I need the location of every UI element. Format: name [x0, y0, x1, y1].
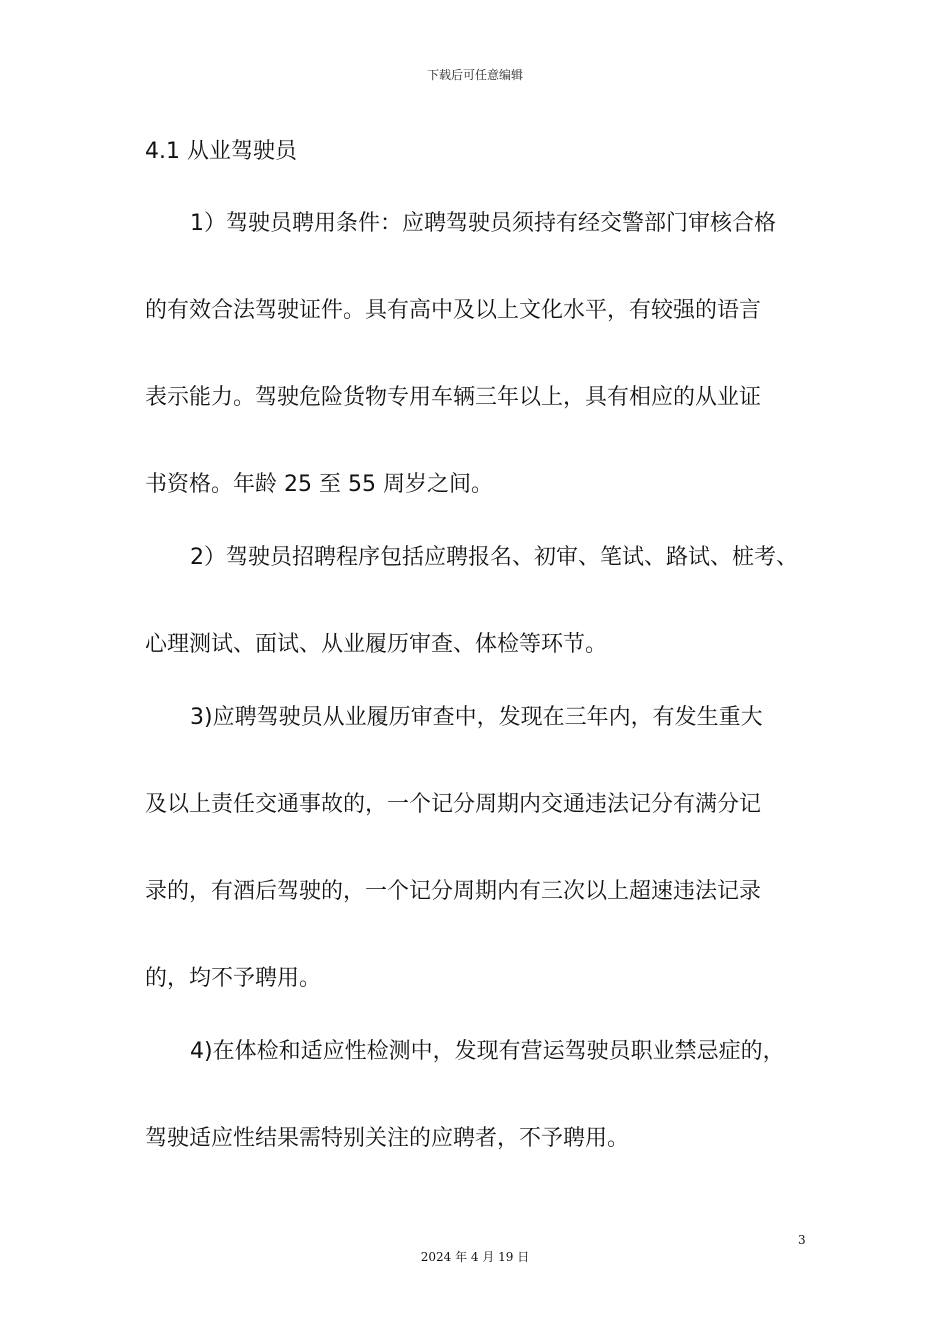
- paragraph-3-line-1: 3)应聘驾驶员从业履历审查中，发现在三年内，有发生重大: [190, 705, 763, 730]
- paragraph-1-line-3: 表示能力。驾驶危险货物专用车辆三年以上，具有相应的从业证: [145, 385, 762, 410]
- paragraph-1-line-2: 的有效合法驾驶证件。具有高中及以上文化水平，有较强的语言: [145, 298, 762, 323]
- paragraph-1-line-4: 书资格。年龄 25 至 55 周岁之间。: [145, 472, 493, 497]
- paragraph-2-line-2: 心理测试、面试、从业履历审查、体检等环节。: [145, 632, 608, 657]
- page-number: 3: [798, 1233, 806, 1247]
- paragraph-3-line-4: 的，均不予聘用。: [145, 966, 322, 991]
- header-note: 下载后可任意编辑: [426, 68, 523, 82]
- paragraph-4-line-2: 驾驶适应性结果需特别关注的应聘者，不予聘用。: [145, 1126, 630, 1151]
- paragraph-1-line-1: 1）驾驶员聘用条件：应聘驾驶员须持有经交警部门审核合格: [190, 211, 776, 236]
- paragraph-3-line-3: 录的，有酒后驾驶的，一个记分周期内有三次以上超速违法记录: [145, 879, 762, 904]
- paragraph-3-line-2: 及以上责任交通事故的，一个记分周期内交通违法记分有满分记: [145, 792, 762, 817]
- section-title: 4.1 从业驾驶员: [145, 139, 297, 164]
- footer-date: 2024 年 4 月 19 日: [420, 1250, 530, 1264]
- paragraph-4-line-1: 4)在体检和适应性检测中，发现有营运驾驶员职业禁忌症的，: [190, 1039, 785, 1064]
- paragraph-2-line-1: 2）驾驶员招聘程序包括应聘报名、初审、笔试、路试、桩考、: [190, 545, 798, 570]
